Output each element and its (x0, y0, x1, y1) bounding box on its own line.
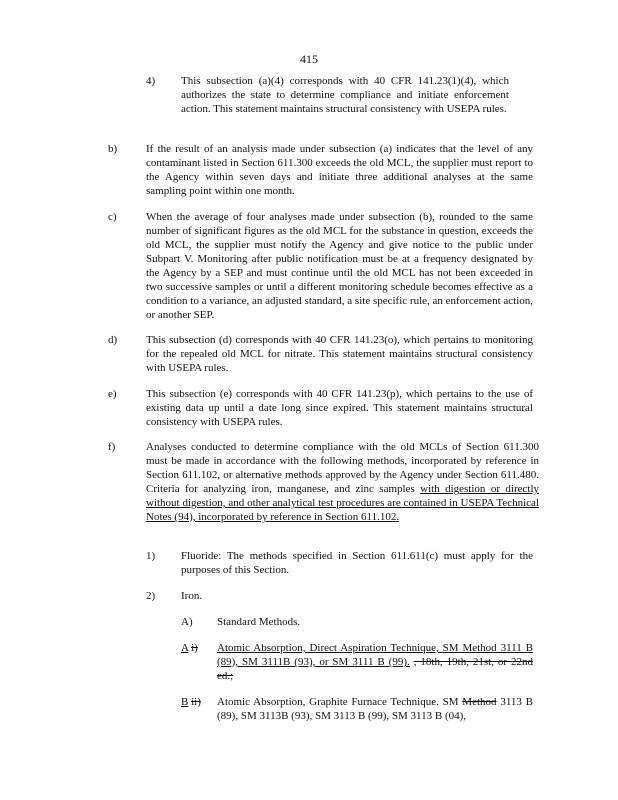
item-f2A-text: Standard Methods. (217, 616, 301, 628)
item-d-text: This subsection (d) corresponds with 40 CFR 141.23(o), which pertains to monitoring for the repealed old MCL for nitrate. This statement maintains structural consistency with USEPA rules. (146, 334, 533, 374)
item-f2Bii-label-old: ii) (191, 696, 201, 708)
item-c-label: c) (108, 211, 117, 223)
item-e-label: e) (108, 388, 117, 400)
item-f2Bii-label-new: B (181, 696, 189, 708)
item-f2Bii-label (181, 695, 201, 709)
item-f2Bii-text-deleted: Method (462, 696, 497, 708)
item-f2Bii-text (217, 695, 533, 723)
item-f2Ai-text (217, 641, 533, 683)
item-f-text-plain: Analyses conducted to determine compliance with the old MCLs of Section 611.300 must be made in accordance with the following methods, incorporated by reference in Section 611.102, or alternative methods approved by the Agency under Section 611.480. Criteria for analyzing iron, manganese, and zinc samples (146, 441, 539, 495)
item-f2Bii-text-b: 3113 B (89), SM 3113B (93), SM 3113 B (99), SM 3113 B (04), (217, 696, 534, 722)
item-b-label: b) (108, 143, 118, 155)
item-f2Ai-label-old: i) (191, 642, 198, 654)
item-f2Ai-text-amended: Atomic Absorption, Direct Aspiration Technique, SM Method 3111 B (89), SM 3111B (93), or SM 3111 B (99). (217, 642, 533, 668)
item-e-text: This subsection (e) corresponds with 40 CFR 141.23(p), which pertains to the use of existing data up until a date long since expired. This statement maintains structural consistency with USEPA rules. (146, 388, 533, 428)
item-b-text: If the result of an analysis made under subsection (a) indicates that the level of any contaminant listed in Section 611.300 exceeds the old MCL, the supplier must report to the Agency within seven days and initiate three additional analyses at the same sampling point within one month. (146, 143, 533, 197)
item-4-text: This subsection (a)(4) corresponds with 40 CFR 141.23(1)(4), which authorizes the state to determine compliance and initiate enforcement action. This statement maintains structural consistency with USEPA rules. (181, 75, 509, 115)
item-f2-text: Iron. (181, 590, 203, 602)
item-f2Ai-label (181, 641, 198, 655)
item-f-label: f) (108, 441, 116, 453)
item-f2A-label: A) (181, 616, 193, 628)
item-f2-label: 2) (146, 590, 156, 602)
item-f-text-amended: with digestion or directly without digestion, and other analytical test procedures are contained in USEPA Technical Notes (94), incorporated by reference in Section 611.102. (146, 483, 539, 523)
item-d-label: d) (108, 334, 118, 346)
item-f2Ai-label-new: A (181, 642, 189, 654)
item-f2Bii-text-a: Atomic Absorption, Graphite Furnace Technique. SM (217, 696, 459, 708)
item-4-label: 4) (146, 75, 156, 87)
item-c-text: When the average of four analyses made under subsection (b), rounded to the same number of significant figures as the old MCL for the substance in question, exceeds the old MCL, the supplier must notify the Agency and give notice to the public under Subpart V. Monitoring after public notification must be at a frequency designated by the Agency by a SEP and must continue until the old MCL has not been exceeded in two successive samples or until a different monitoring schedule becomes effective as a condition to a variance, an adjusted standard, a site specific rule, an enforcement action, or another SEP. (146, 211, 533, 321)
item-f1-text: Fluoride: The methods specified in Section 611.611(c) must apply for the purposes of this Section. (181, 550, 533, 576)
item-f2Ai-text-deleted: , 18th, 19th, 21st, or 22nd ed.; (217, 656, 534, 682)
item-f-text (146, 440, 539, 524)
item-f1-label: 1) (146, 550, 156, 562)
page-number: 415 (300, 52, 318, 66)
